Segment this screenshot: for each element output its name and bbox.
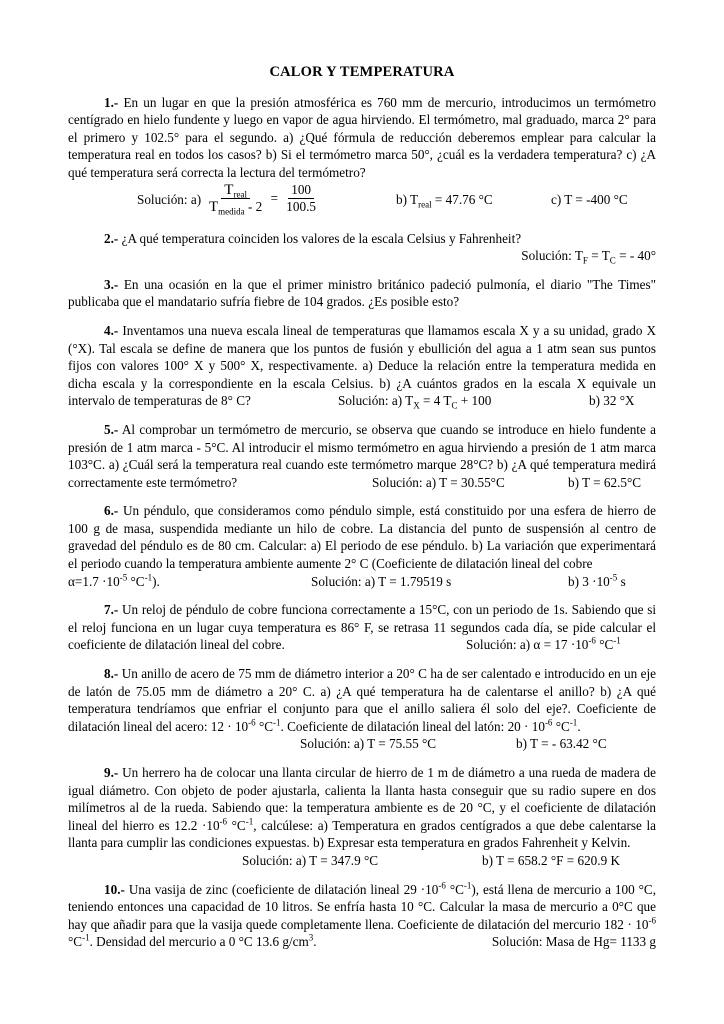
solution-label: Solución: a) — [137, 191, 202, 207]
problem-10: 10.- Una vasija de zinc (coeficiente de dilatación lineal $29 \cdot 10^{-6}$ $^\circ C^{-1}$), está llena de mercurio a 100 °C, teniendo entonces una capacidad de 10 litros. Se enfría hasta 10 °C. Calcular la masa de mercurio a 0°C que hay que añadir para que la vasija quede completamente llena. Coeficiente de dilatación del mercurio $182 \cdot 10^{-6}$ $^\circ C^{-1}$. Densidad del mercurio a 0 °C 13.6 $g/cm^3$. — [68, 880, 656, 950]
page-title: CALOR Y TEMPERATURA — [269, 64, 455, 80]
formula-fraction: $\frac{T_{real}}{T_{medida} - 2}$ = $\frac{100}{100.5}$ — [209, 181, 316, 217]
problem-2: 2.- ¿A qué temperatura coinciden los valores de la escala Celsius y Fahrenheit? — [104, 230, 522, 246]
solution-2: Solución: $T_F = T_C$ = - 40° — [521, 248, 656, 266]
solution-8: Solución: a) T = 75.55 °C b) T = - 63.42 °C — [300, 736, 607, 752]
solution-b: b) $T_{real} = 47.76$ °C — [396, 191, 493, 210]
problem-number: 1.- — [104, 94, 119, 110]
solution-1 — [68, 182, 656, 216]
document-page: CALOR Y TEMPERATURA 1.- En un lugar en que la presión atmosférica es 760 mm de mercurio, introducimos un termómetro centígrado en hielo fundente y luego en vapor de agua hirviendo. El termómetro, mal graduado, marca 2° para el primero y 102.5° para el segundo. a) ¿Qué fórmula de reducción deberemos emplear para calcular la temperatura real en todos los casos? b) Si el termómetro marca 50°, ¿cuál es la verdadera temperatura? c) ¿A qué temperatura será correcta la lectura del termómetro? Solución: a) $\frac{T_{real}}{T_{medida} - 2}$ = $\frac{100}{100.5}$ b) $T_{real} = 47.76$ °C c) T = -400 °C 2.- ¿A qué temperatura coinciden los valores de la escala Celsius y Fahrenheit? Solución: $T_F = T_C$ = - 40° 3.- En una ocasión en la que el primer ministro británico padeció pulmonía, el diario "The Times" publicaba que el mandatario sufría fiebre de 104 grados. ¿Es posible esto? 4.- Inventamos una nueva escala lineal de temperaturas que llamamos escala X y a su unidad, grado X (°X). Tal escala se define de manera que los puntos de fusión y ebullición del agua a 1 atm sean sus puntos fijos con valores 100° X y 500° X, respectivamente. a) Deduce la relación entre la temperatura medida en dicha escala y la correspondiente en la escala Celsius. b) ¿A cuántos grados en la escala X equivale un intervalo de temperaturas de 8° C? Solución: a) $T_X = 4$ $T_C + 100$ b) 32 °X 5.- Al comprobar un termómetro de mercurio, se observa que cuando se introduce en hielo fundente a presión de 1 atm marca - 5°C. Al introducir el mismo termómetro en agua hirviendo a presión de 1 atm marca 103°C. a) ¿Cuál será la temperatura real cuando este termómetro marque 28°C? b) ¿A qué temperatura medirá correctamente este termómetro? Solución: a) T = 30.55°C b) T = 62.5°C 6.- Un péndulo, que consideramos como péndulo simple, está constituido por una esfera de hierro de 100 g de masa, suspendida mediante un hilo de cobre. La distancia del punto de suspensión al centro de gravedad del péndulo es de 80 cm. Calcular: a) El periodo de ese péndulo. b) La variación que experimentará el periodo cuando la temperatura ambiente aumente 2° C (Coeficiente de dilatación lineal del cobre $\alpha=1.7 \cdot 10^{-5}$ $^\circ C^{-1}$). Solución: a) T = 1.79519 s b) $3 \cdot 10^{-5}$ s 7.- Un reloj de péndulo de cobre funciona correctamente a 15°C, con un periodo de 1s. Sabiendo que si el reloj funciona en un lugar cuya temperatura es 86° F, se retrasa 11 segundos cada día, se pide calcular el coeficiente de dilatación lineal del cobre. Solución: a) $\alpha = 17 \cdot 10^{-6}$ $^\circ C^{-1}$ 8.- Un anillo de acero de 75 mm de diámetro interior a 20° C ha de ser calentado e introducido en un eje de latón de 75.05 mm de diámetro a 20° C. a) ¿A qué temperatura ha de calentarse el anillo? b) ¿A qué temperatura tendríamos que enfriar el conjunto para que el anillo saliera él solo del eje?. Coeficiente de dilatación lineal del acero: $12 \cdot 10^{-6}$ $^\circ C^{-1}$. Coeficiente de dilatación lineal del latón: $20 \cdot 10^{-6}$ $^\circ C^{-1}$. Solución: a) T = 75.55 °C b) T = - 63.42 °C 9.- Un herrero ha de colocar una llanta circular de hierro de 1 m de diámetro a una rueda de madera de igual diámetro. Con objeto de poder ajustarla, calienta la llanta hasta conseguir que su radio supere en dos milímetros al de la rueda. Sabiendo que: la temperatura ambiente es de 20 °C, y el coeficiente de dilatación lineal del hierro es $12.2 \cdot 10^{-6}$ $^\circ C^{-1}$, calcúlese: a) Temperatura en grados centígrados a que debe calentarse la llanta para cumplir las condiciones expuestas. b) Expresar esta temperatura en grados Fahrenheit y Kelvin. Solución: a) T = 347.9 °C b) T = 658.2 °F = 620.9 K 10.- Una vasija de zinc (coeficiente de dilatación lineal $29 \cdot 10^{-6}$ $^\circ C^{-1}$), está llena de mercurio a 100 °C, teniendo entonces una capacidad de 10 litros. Se enfría hasta 10 °C. Calcular la masa de mercurio a 0°C que hay que añadir para que la vasija quede completamente llena. Coeficiente de dilatación del mercurio $182 \cdot 10^{-6}$ $^\circ C^{-1}$. Densidad del mercurio a 0 °C 13.6 $g/cm^3$. Solución: Masa de Hg= 1133 g — [68, 64, 656, 950]
problem-text: En un lugar en que la presión atmosférica es 760 mm de mercurio, introducimos un termómetro centígrado en hielo fundente y luego en vapor de agua hirviendo. El termómetro, mal graduado, marca 2° para el primero y 102.5° para el segundo. a) ¿Qué fórmula de reducción deberemos emplear para calcular la temperatura real en todos los casos? b) Si el termómetro marca 50°, ¿cuál es la verdadera temperatura? c) ¿A qué temperatura será correcta la lectura del termómetro? — [68, 94, 656, 180]
problem-4: 4.- Inventamos una nueva escala lineal de temperaturas que llamamos escala X y a su unidad, grado X (°X). Tal escala se define de manera que los puntos de fusión y ebullición del agua a 1 atm sean sus puntos fijos con valores 100° X y 500° X, respectivamente. a) Deduce la relación entre la temperatura medida en dicha escala y la correspondiente en la escala Celsius. b) ¿A cuántos grados en la escala X equivale un intervalo de temperaturas de 8° C? — [68, 322, 656, 409]
solution-9: Solución: a) T = 347.9 °C b) T = 658.2 °F = 620.9 K — [242, 852, 620, 868]
problem-1 — [68, 94, 656, 182]
problem-6: 6.- Un péndulo, que consideramos como péndulo simple, está constituido por una esfera de hierro de 100 g de masa, suspendida mediante un hilo de cobre. La distancia del punto de suspensión al centro de gravedad del péndulo es de 80 cm. Calcular: a) El periodo de ese péndulo. b) La variación que experimentará el periodo cuando la temperatura ambiente aumente 2° C (Coeficiente de dilatación lineal del cobre — [68, 503, 656, 572]
problem-5: 5.- Al comprobar un termómetro de mercurio, se observa que cuando se introduce en hielo fundente a presión de 1 atm marca - 5°C. Al introducir el mismo termómetro en agua hirviendo a presión de 1 atm marca 103°C. a) ¿Cuál será la temperatura real cuando este termómetro marque 28°C? b) ¿A qué temperatura medirá correctamente este termómetro? — [68, 421, 656, 490]
problem-3: 3.- En una ocasión en la que el primer ministro británico padeció pulmonía, el diario "The Times" publicaba que el mandatario sufría fiebre de 104 grados. ¿Es posible esto? — [68, 276, 656, 310]
problem-8: 8.- Un anillo de acero de 75 mm de diámetro interior a 20° C ha de ser calentado e introducido en un eje de latón de 75.05 mm de diámetro a 20° C. a) ¿A qué temperatura ha de calentarse el anillo? b) ¿A qué temperatura tendríamos que enfriar el conjunto para que el anillo saliera él solo del eje?. Coeficiente de dilatación lineal del acero: $12 \cdot 10^{-6}$ $^\circ C^{-1}$. Coeficiente de dilatación lineal del latón: $20 \cdot 10^{-6}$ $^\circ C^{-1}$. — [68, 666, 656, 734]
solution-c: c) T = -400 °C — [551, 191, 628, 207]
problem-7: 7.- Un reloj de péndulo de cobre funciona correctamente a 15°C, con un periodo de 1s. Sabiendo que si el reloj funciona en un lugar cuya temperatura es 86° F, se retrasa 11 segundos cada día, se pide calcular el coeficiente de dilatación lineal del cobre. — [68, 602, 656, 653]
solution-6: $\alpha=1.7 \cdot 10^{-5}$ $^\circ C^{-1}$). Solución: a) T = 1.79519 s b) $3 \cdot 10^{-5}$ s — [68, 572, 626, 589]
problem-9: 9.- Un herrero ha de colocar una llanta circular de hierro de 1 m de diámetro a una rueda de madera de igual diámetro. Con objeto de poder ajustarla, calienta la llanta hasta conseguir que su radio supere en dos milímetros al de la rueda. Sabiendo que: la temperatura ambiente es de 20 °C, y el coeficiente de dilatación lineal del hierro es $12.2 \cdot 10^{-6}$ $^\circ C^{-1}$, calcúlese: a) Temperatura en grados centígrados a que debe calentarse la llanta para cumplir las condiciones expuestas. b) Expresar esta temperatura en grados Fahrenheit y Kelvin. — [68, 765, 656, 851]
